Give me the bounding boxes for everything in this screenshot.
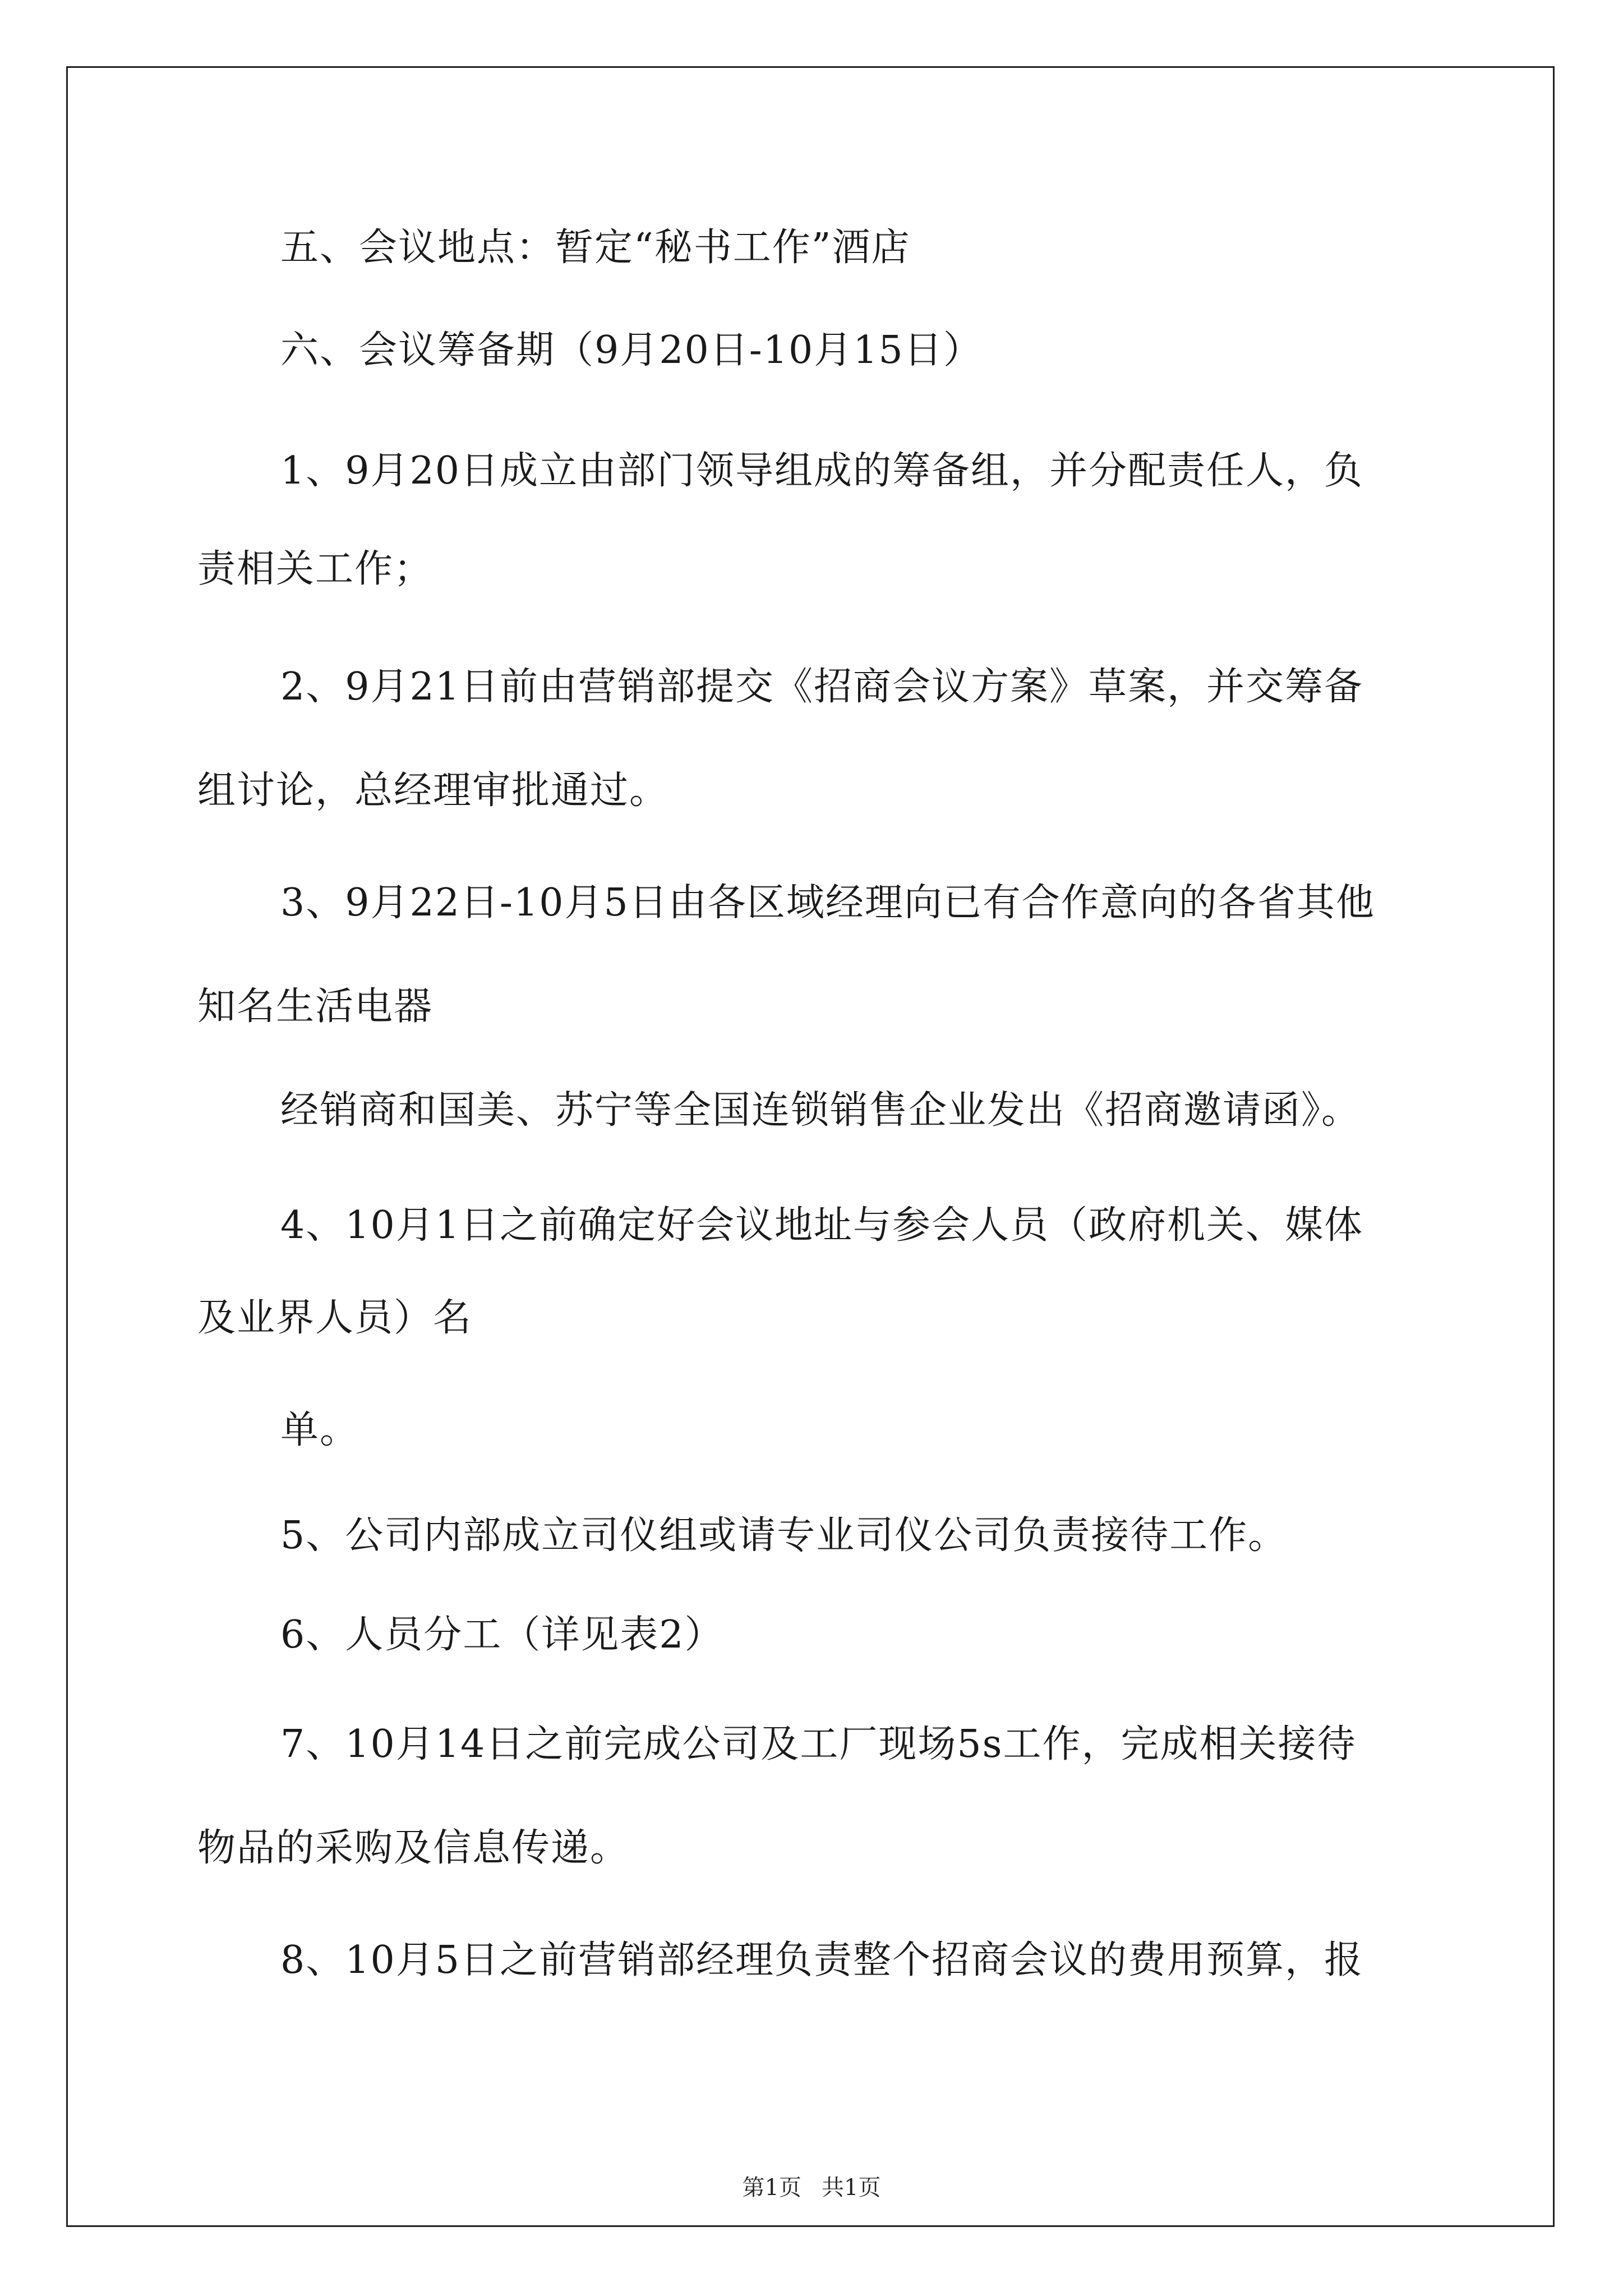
text-line-prep-period: 六、会议筹备期（9月20日-10月15日） xyxy=(280,328,983,372)
text-line-item-3: 3、9月22日-10月5日由各区域经理向已有合作意向的各省其他 xyxy=(280,881,1375,925)
text-line-item-8: 8、10月5日之前营销部经理负责整个招商会议的费用预算，报 xyxy=(280,1938,1364,1982)
text-line-item-1: 1、9月20日成立由部门领导组成的筹备组，并分配责任人，负 xyxy=(280,449,1364,493)
text-line-item-6: 6、人员分工（详见表2） xyxy=(280,1613,724,1657)
page-number: 第1页 xyxy=(742,2175,801,2201)
text-line-item-5: 5、公司内部成立司仪组或请专业司仪公司负责接待工作。 xyxy=(280,1513,1288,1558)
text-line-item-4-cont: 及业界人员）名 xyxy=(197,1296,473,1340)
page-total: 共1页 xyxy=(822,2175,881,2201)
text-line-item-7: 7、10月14日之前完成公司及工厂现场5s工作，完成相关接待 xyxy=(280,1722,1357,1766)
text-line-item-2: 2、9月21日前由营销部提交《招商会议方案》草案，并交筹备 xyxy=(280,665,1364,709)
page-border xyxy=(66,66,1555,2227)
text-line-item-4: 4、10月1日之前确定好会议地址与参会人员（政府机关、媒体 xyxy=(280,1203,1364,1248)
page-footer xyxy=(0,2171,1623,2205)
text-line-venue: 五、会议地点：暂定“秘书工作”酒店 xyxy=(280,226,911,270)
text-line-item-3-cont: 知名生活电器 xyxy=(197,984,434,1029)
text-line-item-7-cont: 物品的采购及信息传递。 xyxy=(197,1826,630,1870)
text-line-item-3-cont2: 经销商和国美、苏宁等全国连锁销售企业发出《招商邀请函》。 xyxy=(280,1088,1361,1133)
text-line-item-1-cont: 责相关工作； xyxy=(197,547,434,591)
text-line-item-2-cont: 组讨论，总经理审批通过。 xyxy=(197,769,669,813)
text-line-item-4-cont2: 单。 xyxy=(280,1408,359,1452)
